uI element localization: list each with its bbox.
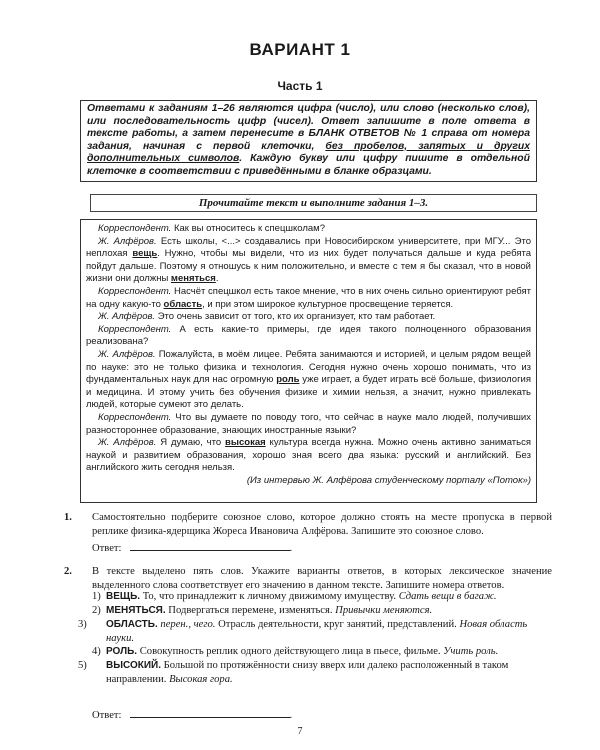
reading-prompt: Прочитайте текст и выполните задания 1–3. — [90, 194, 537, 212]
option-word: ВЫСОКИЙ. — [106, 660, 162, 671]
answer-field[interactable] — [130, 541, 290, 551]
passage-line — [86, 324, 531, 349]
passage-line — [86, 437, 531, 475]
highlighted-word-menyatsya: меняться — [170, 273, 216, 285]
option-definition: Совокупность реплик одного действующего лица в пьесе, фильме. — [137, 646, 444, 657]
speaker: Ж. Алфёров. — [98, 311, 156, 323]
answer-field[interactable] — [130, 708, 290, 718]
question-number: 2. — [64, 566, 72, 577]
passage-line — [86, 349, 531, 412]
option-1 — [92, 590, 552, 604]
option-word: МЕНЯТЬСЯ. — [106, 605, 166, 616]
instructions-text-a: Ответами к заданиям 1–26 являются цифра (число), или слово (несколько слов), или последовательность цифр (чисел). Ответ запишите в поле ответа в тексте работы, а затем перенесите в БЛАНК ОТВЕТОВ № 1 справа от номера задания, начиная с первой клеточки, — [87, 103, 530, 152]
question-number: 1. — [64, 512, 72, 523]
speaker: Ж. Алфёров. — [98, 437, 157, 449]
passage-source: (Из интервью Ж. Алфёрова студенческому порталу «Поток») — [246, 474, 531, 486]
question-text: В тексте выделено пять слов. Укажите варианты ответов, в которых лексическое значение выделенного слова соответствует его значению в данном тексте. Запишите номера ответов. — [92, 566, 552, 591]
passage-line — [86, 412, 531, 437]
passage-text: Я думаю, что — [156, 437, 226, 449]
passage-line — [86, 223, 531, 236]
option-word: РОЛЬ. — [106, 646, 138, 657]
passage-text: Есть школы, <...> создавались при Новосибирском университете, при МГУ... Это неплохая — [86, 235, 531, 260]
speaker: Корреспондент. — [98, 223, 172, 234]
passage-text: . Нужно, чтобы мы видели, что из них будет получаться дальше и куда ребята пойдут дальше. Поэтому я отношусь к ним положительно, и вместе с тем я бы сказал, что в новой жизни они должны — [86, 248, 531, 285]
option-4 — [92, 645, 552, 659]
passage-text: уже играет, а будет играть всё больше, физиология и медицина. И этому учить без обучения физике и химии нельзя, а значит, нужно привлекать людей, которые сумеют это делать. — [86, 374, 531, 411]
answer-end: . — [289, 543, 293, 554]
answer-end: . — [289, 710, 293, 721]
highlighted-word-oblast: область — [163, 298, 203, 310]
passage-line — [86, 286, 531, 311]
passage-text: Что вы думаете по поводу того, что сейчас в науке мало людей, получивших разностороннее образование, знающих иностранные языки? — [86, 411, 531, 436]
question-2 — [64, 565, 554, 725]
option-example: Новая область науки. — [106, 619, 528, 644]
option-number: 1) — [92, 591, 101, 602]
speaker: Ж. Алфёров. — [98, 235, 157, 247]
option-number: 4) — [92, 646, 101, 657]
passage-text: Как вы относитесь к спецшколам? — [171, 223, 325, 234]
option-word: ОБЛАСТЬ. — [106, 619, 158, 630]
answer-label: Ответ: — [92, 710, 122, 721]
passage-text: . — [215, 273, 219, 285]
instructions-text-b: . Каждую букву или цифру пишите в отдельной клеточке в соответствии с приведёнными в бланке образцами. — [87, 153, 530, 177]
speaker: Ж. Алфёров. — [98, 348, 156, 360]
highlighted-word-vysokaya: высокая — [225, 437, 266, 449]
instructions-underlined: без пробелов, запятых и других дополнительных символов — [87, 140, 531, 165]
option-word: ВЕЩЬ. — [106, 591, 141, 602]
page-number: 7 — [297, 726, 303, 737]
option-example: Учить роль. — [443, 646, 499, 657]
option-definition: Отрасль деятельности, круг занятий, представлений. — [215, 619, 460, 630]
answer-label: Ответ: — [92, 543, 122, 554]
option-definition: То, что принадлежит к личному движимому имуществу. — [140, 591, 399, 602]
instructions-box — [80, 100, 537, 182]
option-example: Сдать вещи в багаж. — [398, 591, 497, 602]
option-number: 5) — [78, 660, 87, 671]
passage-text: , и при этом широкое культурное просвещение теряется. — [202, 298, 454, 310]
passage-line — [86, 236, 531, 286]
option-example: Привычки меняются. — [335, 605, 433, 616]
option-3 — [78, 618, 552, 645]
option-definition: Большой по протяжённости снизу вверх или далеко расположенный в таком направлении. — [106, 660, 509, 685]
answer-row — [92, 541, 292, 556]
variant-title: ВАРИАНТ 1 — [249, 40, 351, 59]
speaker: Корреспондент. — [98, 323, 172, 335]
speaker: Корреспондент. — [98, 411, 172, 423]
passage-text: А есть какие-то примеры, где идея такого полноценного образования реализована? — [86, 323, 531, 348]
part-title: Часть 1 — [277, 79, 323, 93]
passage-text: культура всегда нужна. Можно очень активно заниматься наукой и развитием образования, хорошо зная всего два языка: русский и английский. Без английского жить сегодня нельзя. — [86, 437, 531, 474]
passage-text: Пожалуйста, в моём лицее. Ребята занимаются и историей, и целым рядом вещей по науке: это не только физика и технология. Сегодня нужно очень хорошо понимать, что из фундаментальных наук для нас огромную — [86, 348, 531, 386]
passage-text: Насчёт спецшкол есть такое мнение, что в них очень сильно ориентируют ребят на одну какую-то — [86, 285, 531, 310]
highlighted-word-rol: роль — [276, 374, 300, 386]
speaker: Корреспондент. — [98, 285, 172, 297]
question-text: Самостоятельно подберите союзное слово, которое должно стоять на месте пропуска в первой реплике физика-ядерщика Жореса Ивановича Алфёрова. Запишите это союзное слово. — [92, 512, 552, 537]
passage-line — [86, 311, 531, 324]
option-note: перен., чего. — [157, 619, 216, 630]
option-number: 2) — [92, 605, 101, 616]
option-definition: Подвергаться перемене, изменяться. — [165, 605, 336, 616]
passage-text: Это очень зависит от того, кто их организует, кто там работает. — [155, 311, 436, 323]
option-2 — [92, 604, 552, 618]
answer-row — [92, 708, 292, 723]
option-number: 3) — [78, 619, 87, 630]
option-example: Высокая гора. — [169, 673, 233, 685]
highlighted-word-vesch: вещь — [132, 248, 158, 260]
interview-passage — [80, 219, 537, 503]
question-1 — [64, 511, 554, 561]
option-5 — [78, 659, 552, 686]
